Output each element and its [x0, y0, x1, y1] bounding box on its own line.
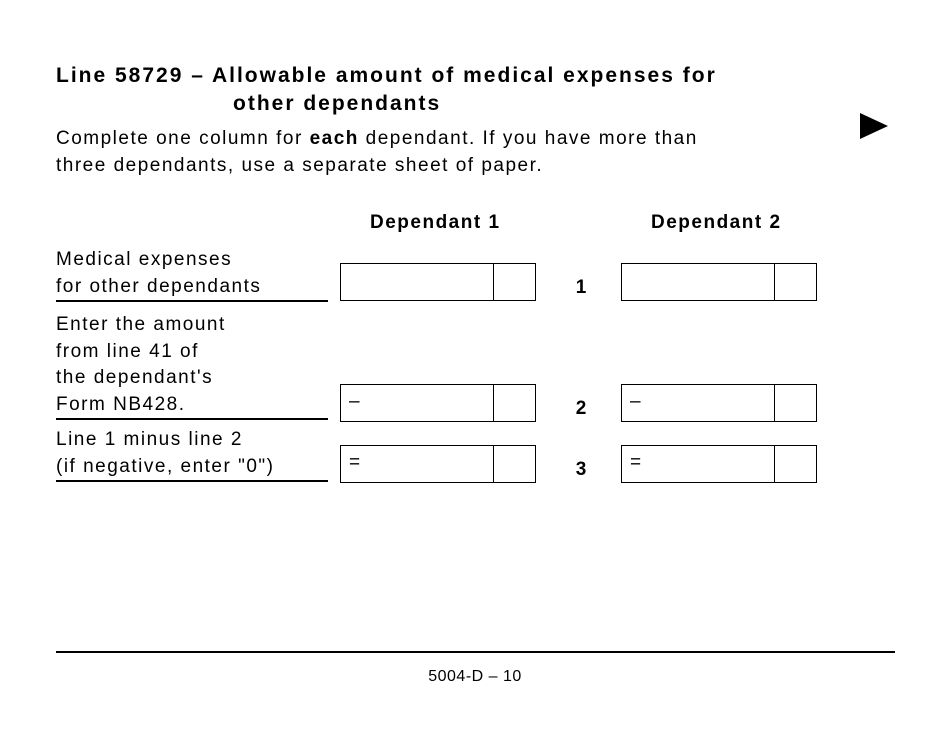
section-title-line1: Line 58729 – Allowable amount of medical expenses for	[56, 64, 717, 87]
instructions-emphasis: each	[309, 128, 359, 149]
minus-symbol: –	[349, 391, 360, 412]
column-header-dependant-2: Dependant 2	[651, 212, 782, 233]
instructions	[56, 125, 698, 179]
line-number-2: 2	[575, 398, 587, 419]
instructions-line2: three dependants, use a separate sheet of paper.	[56, 155, 544, 176]
line-number-1: 1	[575, 277, 587, 298]
column-header-dependant-1: Dependant 1	[370, 212, 501, 233]
line-2-dependant-1-input[interactable]	[340, 384, 536, 422]
instructions-line1: Complete one column for each dependant. If you have more than	[56, 128, 698, 149]
minus-symbol: –	[630, 391, 641, 412]
page-reference: 5004-D – 10	[428, 668, 522, 685]
cents-divider	[493, 446, 494, 482]
section-title	[56, 62, 717, 118]
line-3-dependant-1-input[interactable]	[340, 445, 536, 483]
line-1-dependant-1-input[interactable]	[340, 263, 536, 301]
row-label-line-1: Medical expenses for other dependants	[56, 247, 328, 302]
cents-divider	[493, 385, 494, 421]
equals-symbol: =	[349, 452, 361, 473]
cents-divider	[774, 385, 775, 421]
cents-divider	[774, 264, 775, 300]
line-1-dependant-2-input[interactable]	[621, 263, 817, 301]
line-number-3: 3	[575, 459, 587, 480]
row-label-line-2: Enter the amount from line 41 of the dependant's Form NB428.	[56, 312, 328, 420]
footer-divider	[56, 651, 895, 653]
line-2-dependant-2-input[interactable]	[621, 384, 817, 422]
cents-divider	[493, 264, 494, 300]
row-label-line-3: Line 1 minus line 2 (if negative, enter "0")	[56, 427, 328, 482]
cents-divider	[774, 446, 775, 482]
equals-symbol: =	[630, 452, 642, 473]
line-3-dependant-2-input[interactable]	[621, 445, 817, 483]
continue-arrow-icon	[860, 113, 888, 139]
section-title-line2: other dependants	[233, 92, 442, 115]
